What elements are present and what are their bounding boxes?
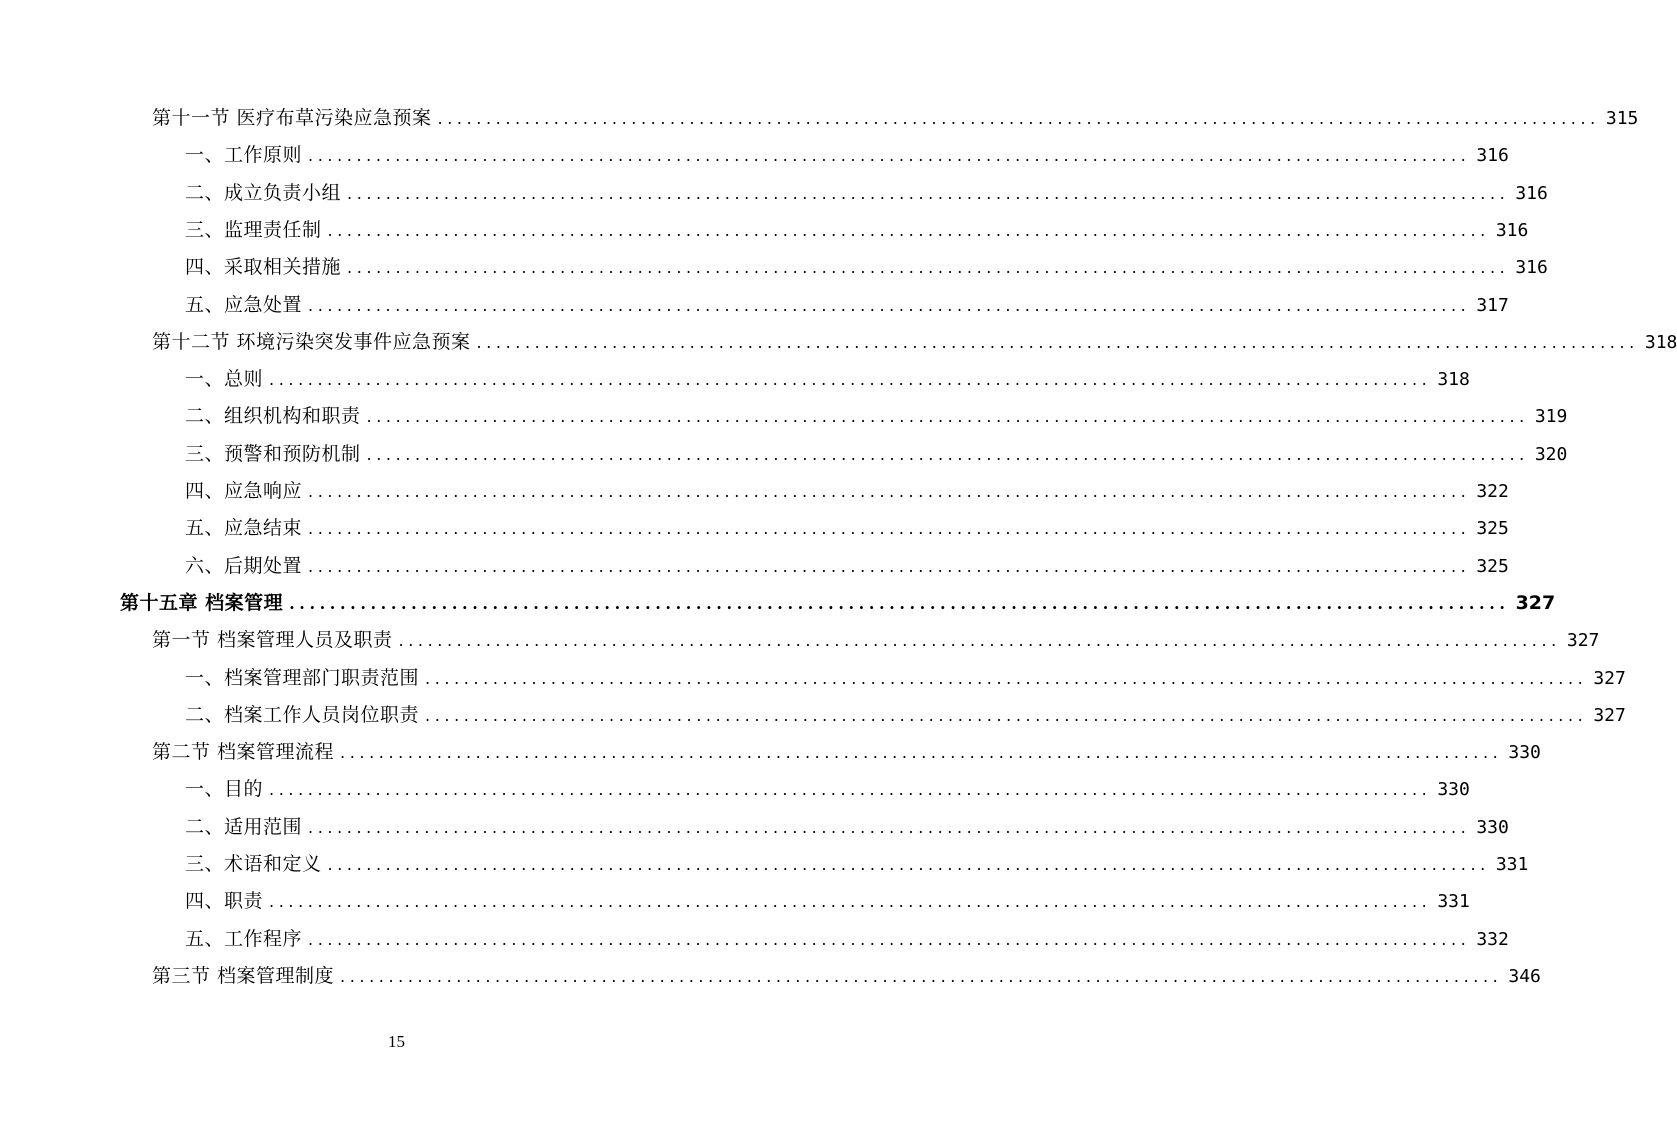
toc-entry-item[interactable]: [185, 883, 1470, 920]
toc-entry-title: 一、总则: [185, 368, 264, 391]
toc-entry-page: 332: [1476, 928, 1509, 950]
toc-entry-page: 319: [1534, 406, 1568, 428]
toc-entry-item[interactable]: [185, 137, 1509, 174]
toc-entry-page: 330: [1437, 779, 1470, 801]
toc-entry-title: 第一节 档案管理人员及职责: [152, 629, 393, 652]
toc-entry-item[interactable]: [185, 921, 1509, 958]
toc-entry-page: 316: [1515, 257, 1548, 279]
toc-entry-title: 三、监理责任制: [185, 218, 322, 241]
dot-leader: ........................................................................................................................: [425, 668, 1588, 688]
toc-entry-page: 316: [1495, 219, 1529, 241]
toc-entry-item[interactable]: [185, 175, 1548, 212]
toc-entry-item[interactable]: [185, 697, 1626, 734]
toc-entry-section[interactable]: [152, 100, 1639, 137]
toc-entry-title: 二、档案工作人员岗位职责: [185, 703, 420, 726]
toc-entry-page: 327: [1593, 667, 1626, 689]
dot-leader: ........................................................................................................................: [366, 407, 1529, 427]
toc-entry-title: 一、目的: [185, 778, 264, 801]
toc-entry-title: 二、适用范围: [185, 815, 303, 838]
dot-leader: ........................................................................................................................: [347, 258, 1510, 278]
toc-entry-page: 331: [1437, 891, 1470, 913]
toc-entry-item[interactable]: [185, 660, 1626, 697]
dot-leader: ........................................................................................................................: [340, 966, 1503, 986]
dot-leader: ........................................................................................................................: [308, 146, 1471, 166]
toc-entry-page: 318: [1644, 331, 1677, 353]
dot-leader: ........................................................................................................................: [366, 444, 1529, 464]
toc-entry-item[interactable]: [185, 809, 1509, 846]
toc-entry-item[interactable]: [185, 771, 1470, 808]
toc-entry-title: 五、工作程序: [185, 927, 303, 950]
toc-entry-page: 320: [1534, 443, 1568, 465]
toc-entry-title: 三、预警和预防机制: [185, 442, 361, 465]
toc-entry-title: 四、职责: [185, 890, 264, 913]
toc-entry-page: 327: [1566, 630, 1600, 652]
toc-entry-page: 316: [1476, 145, 1509, 167]
dot-leader: ........................................................................................................................: [269, 892, 1432, 912]
dot-leader: ........................................................................................................................: [398, 631, 1561, 651]
toc-entry-item[interactable]: [185, 212, 1529, 249]
page-number: 15: [388, 1032, 405, 1051]
toc-entry-title: 第十二节 环境污染突发事件应急预案: [152, 330, 471, 353]
dot-leader: ........................................................................................................................: [476, 332, 1639, 352]
toc-entry-page: 327: [1593, 704, 1626, 726]
toc-entry-page: 315: [1605, 108, 1639, 129]
toc-entry-title: 二、成立负责小组: [185, 181, 342, 204]
toc-entry-page: 325: [1476, 518, 1509, 540]
toc-entry-title: 六、后期处置: [185, 554, 303, 577]
toc-entry-title: 第十一节 医疗布草污染应急预案: [152, 107, 432, 129]
dot-leader: ........................................................................................................................: [425, 705, 1588, 725]
toc-entry-title: 一、档案管理部门职责范围: [185, 666, 420, 689]
dot-leader: ........................................................................................................................: [308, 556, 1471, 576]
toc-entry-page: 317: [1476, 294, 1509, 316]
dot-leader: ........................................................................................................................: [308, 295, 1471, 315]
toc-entry-page: 325: [1476, 555, 1509, 577]
toc-entry-item[interactable]: [185, 436, 1568, 473]
toc-entry-page: 322: [1476, 481, 1509, 502]
toc-entry-page: 327: [1515, 591, 1556, 614]
toc-entry-page: 331: [1495, 854, 1529, 875]
toc-entry-page: 346: [1508, 965, 1541, 987]
dot-leader: ........................................................................................................................: [308, 519, 1471, 539]
toc-entry-title: 五、应急结束: [185, 517, 303, 540]
toc-entry-chapter[interactable]: [120, 585, 1556, 622]
toc-entry-title: 第二节 档案管理流程: [152, 741, 335, 764]
dot-leader: ........................................................................................................................: [437, 109, 1600, 128]
toc-entry-item[interactable]: [185, 398, 1568, 435]
toc-entry-page: 330: [1508, 742, 1541, 764]
dot-leader: ........................................................................................................................: [269, 370, 1432, 390]
dot-leader: ........................................................................................................................: [347, 183, 1510, 203]
toc-entry-title: 一、工作原则: [185, 144, 303, 167]
toc-entry-section[interactable]: [152, 958, 1541, 995]
toc-entry-section[interactable]: [152, 734, 1541, 771]
toc-entry-section[interactable]: [152, 622, 1600, 659]
toc-entry-page: 318: [1437, 369, 1470, 391]
toc-entry-title: 第十五章 档案管理: [120, 591, 284, 614]
toc-entry-title: 五、应急处置: [185, 293, 303, 316]
toc-entry-title: 二、组织机构和职责: [185, 405, 361, 428]
toc-entry-item[interactable]: [185, 287, 1509, 324]
toc-entry-item[interactable]: [185, 510, 1509, 547]
dot-leader: ........................................................................................................................: [327, 855, 1490, 874]
toc-entry-item[interactable]: [185, 548, 1509, 585]
dot-leader: ........................................................................................................................: [269, 780, 1432, 800]
toc-entry-page: 330: [1476, 816, 1509, 838]
dot-leader: ........................................................................................................................: [308, 929, 1471, 949]
toc-entry-title: 三、术语和定义: [185, 853, 322, 875]
dot-leader: ........................................................................................................................: [308, 817, 1471, 837]
toc-entry-title: 第三节 档案管理制度: [152, 964, 335, 987]
toc-entry-page: 316: [1515, 182, 1548, 204]
toc-entry-item[interactable]: [185, 846, 1529, 883]
toc-entry-item[interactable]: [185, 361, 1470, 398]
dot-leader: ........................................................................................................................: [327, 220, 1490, 240]
toc-entry-item[interactable]: [185, 473, 1509, 510]
toc-entry-title: 四、应急响应: [185, 480, 303, 502]
dot-leader: ........................................................................................................................: [289, 593, 1510, 613]
toc-entry-title: 四、采取相关措施: [185, 256, 342, 279]
dot-leader: ........................................................................................................................: [308, 482, 1471, 501]
dot-leader: ........................................................................................................................: [340, 743, 1503, 763]
toc-entry-item[interactable]: [185, 249, 1548, 286]
toc-entry-section[interactable]: [152, 324, 1677, 361]
